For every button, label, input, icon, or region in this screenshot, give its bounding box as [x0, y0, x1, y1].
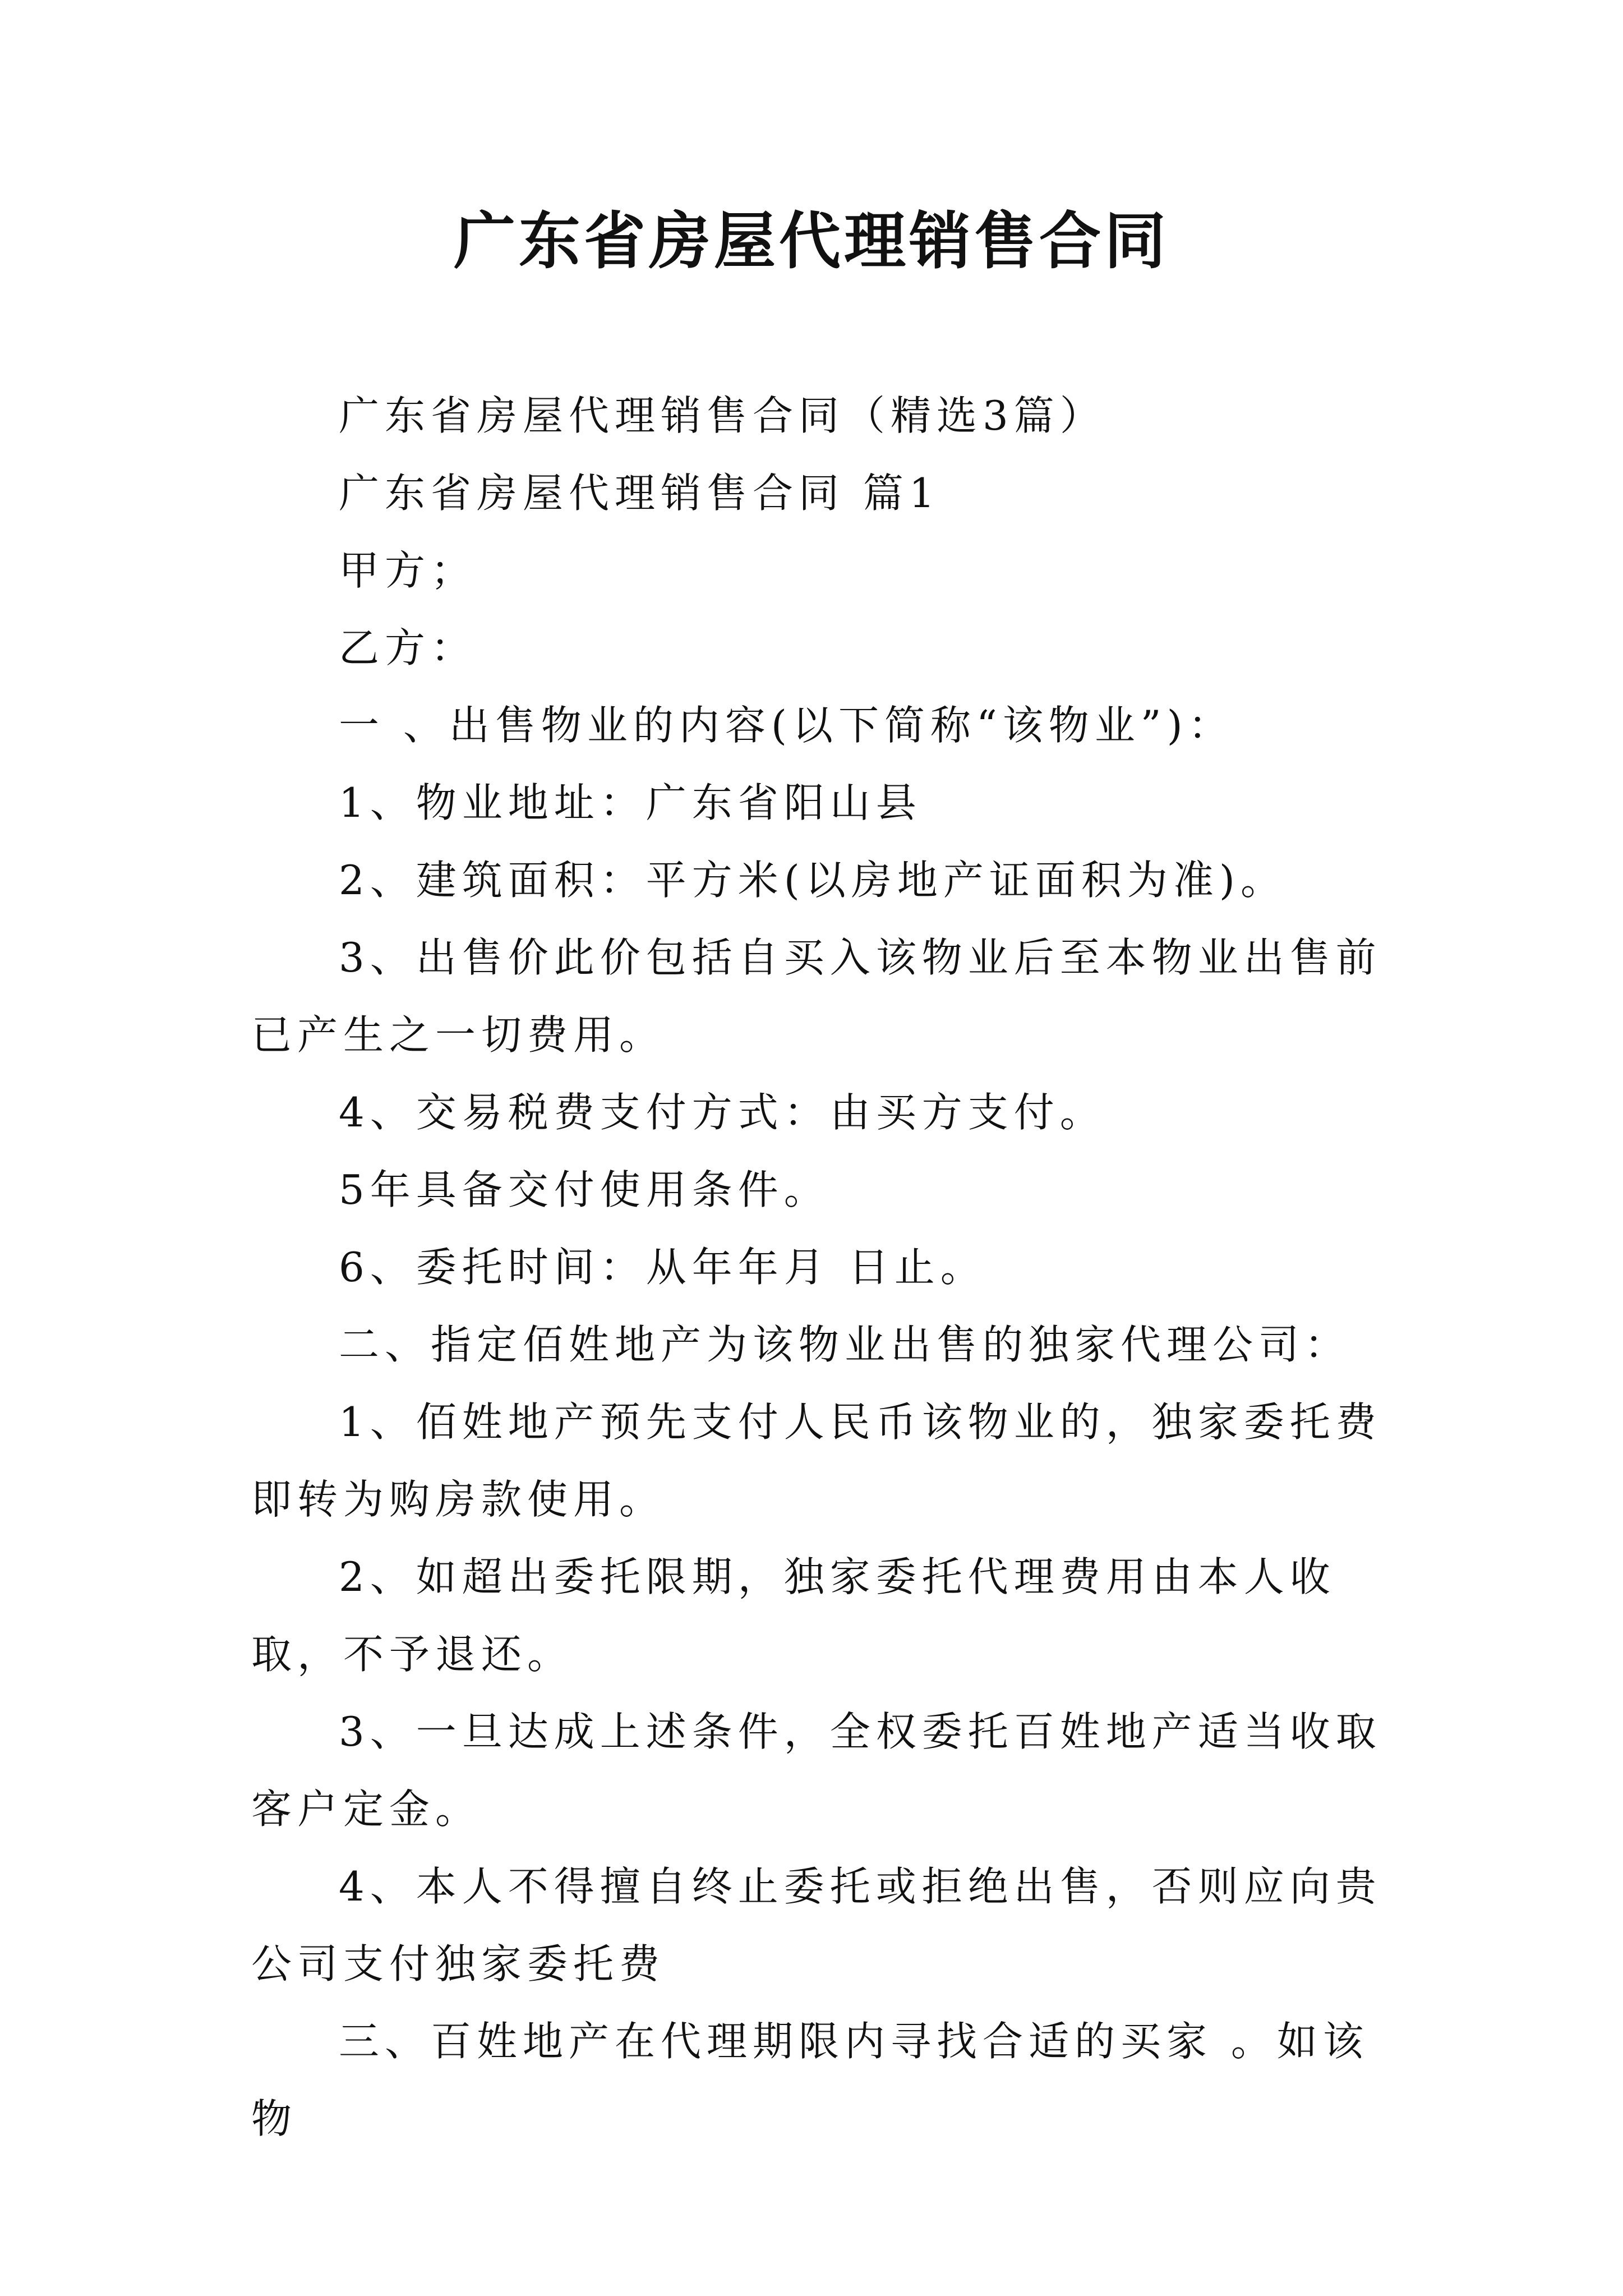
paragraph: 6、委托时间：从年年月 日止。: [339, 1244, 986, 1291]
paragraph: 乙方：: [339, 624, 477, 671]
paragraph: 4、本人不得擅自终止委托或拒绝出售，否则应向贵公司支付独家委托费: [251, 1863, 1382, 1987]
document-body: [251, 377, 1392, 2157]
paragraph: 三、百姓地产在代理期限内寻找合适的买家 。如该物: [251, 2018, 1369, 2142]
paragraph: 3、出售价此价包括自买入该物业后至本物业出售前已产生之一切费用。: [251, 934, 1382, 1059]
paragraph: 广东省房屋代理销售合同（精选3篇）: [339, 392, 1106, 439]
paragraph: 2、建筑面积：平方米(以房地产证面积为准)。: [339, 857, 1287, 904]
paragraph: 广东省房屋代理销售合同 篇1: [339, 470, 940, 517]
paragraph: 5年具备交付使用条件。: [339, 1166, 830, 1213]
paragraph: 一 、出售物业的内容(以下简称“该物业”)：: [339, 702, 1234, 749]
paragraph: 4、交易税费支付方式：由买方支付。: [339, 1089, 1106, 1136]
paragraph: 1、佰姓地产预先支付人民币该物业的，独家委托费即转为购房款使用。: [251, 1398, 1382, 1523]
paragraph: 二、指定佰姓地产为该物业出售的独家代理公司：: [339, 1321, 1351, 1368]
paragraph: 甲方；: [339, 547, 477, 594]
document-title: 广东省房屋代理销售合同: [454, 205, 1169, 277]
paragraph: 3、一旦达成上述条件，全权委托百姓地产适当收取客户定金。: [251, 1708, 1382, 1833]
paragraph: 2、如超出委托限期，独家委托代理费用由本人收取，不予退还。: [251, 1553, 1336, 1678]
paragraph: 1、物业地址：广东省阳山县: [339, 779, 922, 826]
